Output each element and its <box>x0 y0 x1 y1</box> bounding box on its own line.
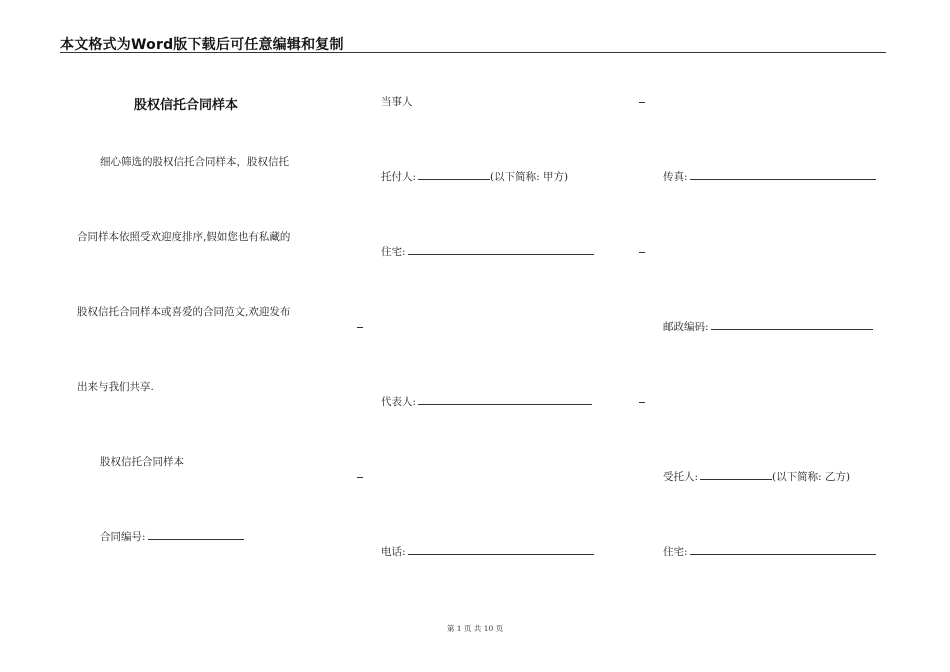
underscore-mark <box>357 477 363 478</box>
trustee-address-blank <box>690 544 876 555</box>
fax-blank <box>690 169 876 180</box>
intro-line-4: 出来与我们共享. <box>77 381 154 393</box>
trustee-suffix: (以下简称: 乙方) <box>772 471 851 483</box>
contract-number-label: 合同编号: <box>100 531 146 543</box>
fax-label: 传真: <box>663 171 688 183</box>
section-subtitle: 股权信托合同样本 <box>100 456 184 468</box>
representative-label: 代表人: <box>381 396 417 408</box>
trustor-address-blank <box>408 244 594 255</box>
underscore-mark <box>639 102 645 103</box>
trustor-blank <box>418 169 490 180</box>
trustee-address-label: 住宅: <box>663 546 688 558</box>
representative-field <box>381 394 592 409</box>
trustee-label: 受托人: <box>663 471 699 483</box>
phone-field <box>381 544 594 559</box>
document-title: 股权信托合同样本 <box>134 98 239 113</box>
intro-line-1: 细心筛选的股权信托合同样本，股权信托 <box>100 156 289 168</box>
phone-blank <box>408 544 594 555</box>
footer-prefix: 第 <box>446 624 455 633</box>
party-heading: 当事人 <box>381 96 413 108</box>
postal-code-blank <box>711 319 873 330</box>
footer-middle: 页 共 <box>463 624 482 633</box>
page-header <box>60 34 886 53</box>
trustee-field <box>663 469 850 484</box>
underscore-mark <box>639 402 645 403</box>
trustee-address-field <box>663 544 876 559</box>
postal-code-label: 邮政编码: <box>663 321 709 333</box>
representative-blank <box>418 394 592 405</box>
underscore-mark <box>639 252 645 253</box>
intro-line-3: 股权信托合同样本或喜爱的合同范文,欢迎发布 <box>77 306 291 318</box>
page-footer <box>0 623 950 634</box>
trustor-address-label: 住宅: <box>381 246 406 258</box>
trustor-suffix: (以下简称: 甲方) <box>490 171 569 183</box>
fax-field <box>663 169 876 184</box>
contract-number-blank <box>148 529 244 540</box>
intro-line-2: 合同样本依照受欢迎度排序,假如您也有私藏的 <box>77 231 291 243</box>
trustor-label: 托付人: <box>381 171 417 183</box>
underscore-mark <box>357 327 363 328</box>
trustor-address-field <box>381 244 594 259</box>
contract-number-field <box>100 529 244 544</box>
footer-suffix: 页 <box>495 624 504 633</box>
footer-total-pages: 10 <box>483 624 494 633</box>
header-text: 本文格式为Word版下载后可任意编辑和复制 <box>60 37 344 53</box>
trustor-field <box>381 169 568 184</box>
postal-code-field <box>663 319 873 334</box>
footer-page-number: 1 <box>456 624 462 633</box>
phone-label: 电话: <box>381 546 406 558</box>
trustee-blank <box>700 469 772 480</box>
